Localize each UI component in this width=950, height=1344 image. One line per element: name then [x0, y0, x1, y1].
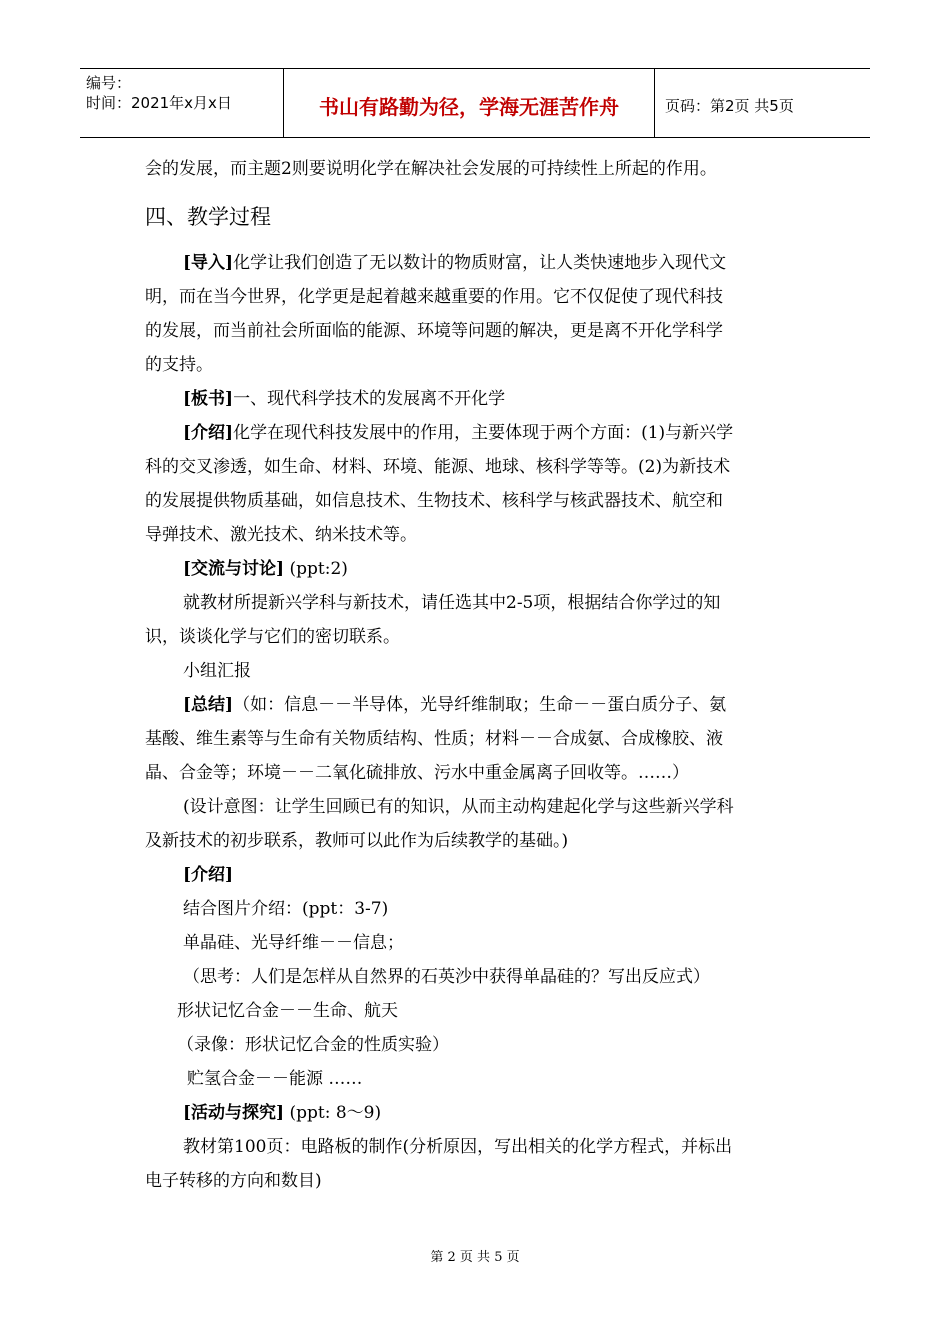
- paragraph-line: 识，谈谈化学与它们的密切联系。: [145, 627, 400, 647]
- paragraph-line: (设计意图：让学生回顾已有的知识，从而主动构建起化学与这些新兴学科: [183, 797, 734, 817]
- paragraph-line: 单晶硅、光导纤维－－信息；: [183, 933, 404, 953]
- paragraph-line: 基酸、维生素等与生命有关物质结构、性质；材料－－合成氨、合成橡胶、液: [145, 729, 723, 749]
- document-time-label: 时间：2021年x月x日: [86, 94, 232, 112]
- document-body: [145, 152, 810, 1198]
- paragraph-line: [交流与讨论] (ppt:2): [183, 559, 348, 579]
- discuss-tag: [交流与讨论]: [183, 559, 285, 579]
- intro-tag: [导入]: [183, 253, 234, 273]
- document-number-label: 编号：: [86, 74, 132, 92]
- paragraph-line: （思考：人们是怎样从自然界的石英沙中获得单晶硅的？写出反应式）: [183, 967, 710, 987]
- paragraph-line: [介绍]化学在现代科技发展中的作用，主要体现于两个方面：(1)与新兴学: [183, 423, 734, 443]
- page-footer: 第 2 页 共 5 页: [430, 1250, 520, 1265]
- paragraph-line: [板书]一、现代科学技术的发展离不开化学: [183, 389, 506, 409]
- header-left: [80, 69, 283, 137]
- paragraph-line: 就教材所提新兴学科与新技术，请任选其中2-5项，根据结合你学过的知: [183, 593, 721, 613]
- paragraph-line: [导入]化学让我们创造了无以数计的物质财富，让人类快速地步入现代文: [183, 253, 727, 273]
- paragraph-line: [145, 858, 810, 892]
- summary-tag: [总结]: [183, 695, 234, 715]
- paragraph-line: 贮氢合金－－能源 ……: [187, 1069, 363, 1089]
- header-motto: 书山有路勤为径，学海无涯苦作舟: [283, 69, 655, 137]
- page-header: [80, 68, 870, 138]
- paragraph-line: [活动与探究] (ppt: 8～9): [183, 1103, 382, 1123]
- paragraph-line: 晶、合金等；环境－－二氧化硫排放、污水中重金属离子回收等。……）: [145, 763, 689, 783]
- paragraph-line: 电子转移的方向和数目): [145, 1171, 322, 1191]
- section-heading: 四、教学过程: [145, 205, 271, 229]
- paragraph-line: 的发展，而当前社会所面临的能源、环境等问题的解决，更是离不开化学科学: [145, 321, 723, 341]
- introduce-tag-2: [介绍]: [183, 865, 234, 885]
- paragraph-line: 形状记忆合金－－生命、航天: [177, 1001, 398, 1021]
- paragraph-line: 会的发展，而主题2则要说明化学在解决社会发展的可持续性上所起的作用。: [145, 159, 717, 179]
- paragraph-line: 及新技术的初步联系，教师可以此作为后续教学的基础。): [145, 831, 569, 851]
- paragraph-line: 科的交叉渗透，如生命、材料、环境、能源、地球、核科学等等。(2)为新技术: [145, 457, 731, 477]
- paragraph-line: 的支持。: [145, 355, 213, 375]
- paragraph-line: 教材第100页：电路板的制作(分析原因，写出相关的化学方程式，并标出: [183, 1137, 733, 1157]
- paragraph-line: 明，而在当今世界，化学更是起着越来越重要的作用。它不仅促使了现代科技: [145, 287, 723, 307]
- paragraph-line: 的发展提供物质基础，如信息技术、生物技术、核科学与核武器技术、航空和: [145, 491, 723, 511]
- board-tag: [板书]: [183, 389, 234, 409]
- paragraph-line: [总结]（如：信息－－半导体，光导纤维制取；生命－－蛋白质分子、氨: [183, 695, 727, 715]
- paragraph-line: 导弹技术、激光技术、纳米技术等。: [145, 525, 417, 545]
- header-page-label: 页码：第2页 共5页: [665, 96, 794, 115]
- introduce-tag: [介绍]: [183, 423, 234, 443]
- paragraph-line: 小组汇报: [183, 661, 251, 681]
- activity-tag: [活动与探究]: [183, 1103, 285, 1123]
- paragraph-line: （录像：形状记忆合金的性质实验）: [177, 1035, 449, 1055]
- paragraph-line: 结合图片介绍：(ppt：3-7): [183, 899, 389, 919]
